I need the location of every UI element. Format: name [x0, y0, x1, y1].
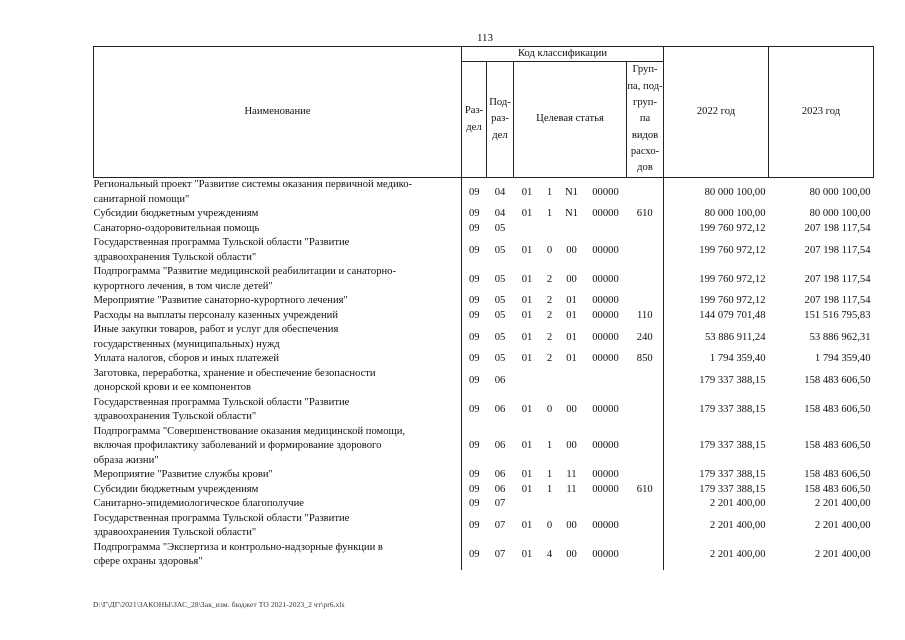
cell-target-event: 11 [566, 469, 577, 481]
cell-name [94, 468, 462, 483]
cell-name-line: здравоохранения Тульской области" [93, 251, 257, 263]
cell-target-subprogram: 0 [546, 244, 553, 256]
cell-target-program: 01 [521, 273, 533, 285]
cell-expense-group [627, 178, 664, 208]
cell-amount-2023: 151 516 795,83 [804, 309, 871, 321]
cell-podrazdel: 05 [494, 331, 506, 343]
cell-amount-2022: 1 794 359,40 [664, 352, 769, 367]
table-row [94, 425, 874, 469]
cell-name [94, 352, 462, 367]
cell-amount-2023: 80 000 100,00 [809, 186, 871, 198]
cell-razdel: 09 [462, 309, 487, 324]
cell-podrazdel: 04 [494, 208, 506, 220]
header-row-1 [94, 47, 874, 62]
cell-target-event: 00 [566, 404, 577, 415]
cell-name-line: Региональный проект "Развитие системы оказания первичной медико- [93, 179, 413, 190]
cell-name [94, 265, 462, 294]
cell-podrazdel: 05 [494, 222, 506, 234]
cell-target-event: 01 [566, 295, 577, 307]
cell-razdel: 09 [462, 396, 487, 425]
table-row [94, 512, 874, 541]
cell-target-event: 11 [566, 483, 577, 495]
cell-target-direction: 00000 [592, 208, 619, 220]
header-razdel [462, 62, 487, 178]
cell-expense-group [627, 222, 664, 237]
cell-name-line: донорской крови и ее компонентов [93, 382, 252, 393]
cell-target-program [514, 222, 541, 237]
table-row [94, 236, 874, 265]
cell-target-event: N1 [565, 186, 578, 198]
cell-target-subprogram: 1 [546, 208, 553, 220]
cell-target-event: 01 [566, 331, 577, 343]
cell-amount-2022: 53 886 911,24 [664, 323, 769, 352]
table-row [94, 178, 874, 208]
cell-target-subprogram: 2 [546, 273, 553, 285]
cell-razdel: 09 [462, 294, 487, 309]
cell-expense-group [627, 497, 664, 512]
cell-name [94, 222, 462, 237]
cell-podrazdel: 07 [494, 549, 506, 560]
cell-target-direction: 00000 [592, 186, 619, 198]
table-row [94, 367, 874, 396]
cell-target-direction: 00000 [592, 309, 619, 321]
table-row [94, 323, 874, 352]
cell-target-subprogram [541, 497, 559, 512]
cell-amount-2022: 80 000 100,00 [664, 207, 769, 222]
cell-target-subprogram: 4 [546, 549, 553, 560]
cell-target-program: 01 [521, 331, 533, 343]
table-row [94, 396, 874, 425]
cell-name [94, 497, 462, 512]
header-group [627, 62, 664, 178]
cell-target-program [514, 497, 541, 512]
cell-target-direction [585, 367, 627, 396]
cell-target-direction: 00000 [592, 549, 619, 560]
cell-expense-group [627, 396, 664, 425]
header-podrazdel-l1: Под- [489, 97, 511, 109]
cell-podrazdel: 06 [494, 440, 506, 452]
cell-amount-2023: 158 483 606,50 [804, 440, 871, 452]
cell-podrazdel: 07 [494, 498, 506, 510]
cell-name [94, 396, 462, 425]
cell-target-direction: 00000 [592, 404, 619, 415]
cell-name-line: Субсидии бюджетным учреждениям [93, 208, 259, 219]
cell-amount-2023: 1 794 359,40 [814, 353, 871, 365]
cell-name-line: Иные закупки товаров, работ и услуг для обеспечения [93, 324, 339, 335]
cell-target-subprogram: 1 [546, 186, 553, 198]
header-group-l5: видов [631, 129, 659, 141]
cell-target-direction: 00000 [592, 483, 619, 495]
cell-expense-group [627, 512, 664, 541]
cell-razdel: 09 [462, 425, 487, 469]
cell-expense-group: 610 [636, 483, 653, 495]
cell-name [94, 425, 462, 469]
cell-name [94, 207, 462, 222]
cell-expense-group: 240 [636, 331, 653, 343]
cell-target-program: 01 [521, 520, 533, 531]
cell-name-line: курортного лечения, в том числе детей" [93, 280, 273, 292]
cell-target-subprogram: 1 [546, 440, 553, 452]
cell-name [94, 367, 462, 396]
cell-target-direction: 00000 [592, 244, 619, 256]
cell-target-subprogram [541, 367, 559, 396]
cell-razdel: 09 [462, 367, 487, 396]
cell-podrazdel: 04 [494, 186, 506, 198]
cell-amount-2022: 179 337 388,15 [664, 367, 769, 396]
cell-expense-group: 610 [636, 208, 653, 220]
cell-podrazdel: 05 [494, 244, 506, 256]
table-row [94, 309, 874, 324]
cell-target-program: 01 [521, 208, 533, 220]
cell-target-direction: 00000 [592, 520, 619, 531]
cell-target-event: 00 [566, 244, 577, 256]
cell-target-event: 00 [566, 440, 577, 452]
cell-amount-2022: 144 079 701,48 [664, 309, 769, 324]
header-podrazdel [487, 62, 514, 178]
cell-target-program: 01 [521, 309, 533, 321]
cell-amount-2023: 207 198 117,54 [804, 244, 871, 256]
cell-target-event: 01 [566, 353, 577, 365]
cell-amount-2023: 2 201 400,00 [814, 549, 871, 560]
cell-target-event: 01 [566, 309, 577, 321]
cell-razdel: 09 [462, 483, 487, 498]
cell-razdel: 09 [462, 222, 487, 237]
cell-podrazdel: 07 [494, 520, 506, 531]
cell-target-program: 01 [521, 440, 533, 452]
cell-name-line: Подпрограмма "Совершенствование оказания медицинской помощи, [93, 425, 406, 437]
table-row [94, 483, 874, 498]
cell-amount-2023: 158 483 606,50 [804, 469, 871, 481]
header-razdel-l1: Раз- [464, 105, 484, 117]
page-number: 113 [476, 32, 494, 44]
header-podrazdel-l2: раз- [491, 113, 509, 125]
budget-table [93, 46, 874, 570]
cell-name-line: санитарной помощи" [93, 193, 190, 205]
cell-razdel: 09 [462, 497, 487, 512]
cell-target-direction: 00000 [592, 440, 619, 452]
header-group-l1: Груп- [632, 64, 658, 76]
cell-name [94, 178, 462, 208]
cell-target-event [559, 497, 585, 512]
cell-target-subprogram: 2 [546, 331, 553, 343]
cell-name [94, 236, 462, 265]
cell-expense-group [627, 294, 664, 309]
cell-target-subprogram: 1 [546, 483, 553, 495]
cell-target-subprogram: 0 [546, 520, 553, 531]
cell-expense-group [627, 265, 664, 294]
header-year-2023: 2023 год [769, 47, 874, 178]
cell-razdel: 09 [462, 178, 487, 208]
cell-target-event [559, 367, 585, 396]
header-year-2022: 2022 год [664, 47, 769, 178]
cell-name-line: Заготовка, переработка, хранение и обеспечение безопасности [93, 367, 376, 379]
cell-amount-2022: 2 201 400,00 [664, 512, 769, 541]
cell-razdel: 09 [462, 207, 487, 222]
header-group-l6: расхо- [630, 145, 660, 157]
cell-podrazdel: 05 [494, 309, 506, 321]
cell-target-event: 00 [566, 549, 577, 560]
cell-name [94, 294, 462, 309]
cell-target-direction: 00000 [592, 295, 619, 307]
table-row [94, 222, 874, 237]
cell-target-program: 01 [521, 244, 533, 256]
cell-expense-group: 850 [636, 353, 653, 365]
cell-expense-group [627, 425, 664, 469]
header-name: Наименование [94, 47, 462, 178]
cell-target-subprogram: 2 [546, 353, 553, 365]
cell-target-subprogram: 2 [546, 295, 553, 307]
cell-target-direction: 00000 [592, 469, 619, 481]
cell-razdel: 09 [462, 265, 487, 294]
cell-name-line: Мероприятие "Развитие службы крови" [93, 469, 273, 480]
cell-amount-2022: 2 201 400,00 [664, 541, 769, 570]
cell-podrazdel: 05 [494, 273, 506, 285]
cell-target-direction: 00000 [592, 273, 619, 285]
cell-expense-group: 110 [637, 309, 653, 321]
cell-name-line: Расходы на выплаты персоналу казенных учреждений [93, 309, 338, 321]
table-row [94, 207, 874, 222]
cell-razdel: 09 [462, 352, 487, 367]
cell-target-subprogram [541, 222, 559, 237]
cell-target-event: 00 [566, 520, 577, 531]
cell-name [94, 512, 462, 541]
cell-target-direction [585, 497, 627, 512]
header-code: Код классификации [462, 47, 664, 62]
cell-amount-2023: 2 201 400,00 [814, 498, 871, 510]
cell-expense-group [627, 541, 664, 570]
cell-name-line: Санаторно-оздоровительная помощь [93, 222, 260, 234]
cell-amount-2023: 2 201 400,00 [814, 520, 871, 531]
cell-name-line: образа жизни" [93, 454, 159, 466]
table-row [94, 294, 874, 309]
header-group-l3: груп- [633, 97, 657, 109]
cell-podrazdel: 06 [494, 469, 506, 481]
cell-name-line: здравоохранения Тульской области" [93, 527, 257, 538]
header-group-l4: па [639, 113, 651, 125]
cell-name-line: Государственная программа Тульской области "Развитие [93, 396, 350, 408]
table-row [94, 265, 874, 294]
cell-amount-2022: 199 760 972,12 [664, 265, 769, 294]
cell-razdel: 09 [462, 541, 487, 570]
cell-target-event: N1 [565, 208, 578, 220]
cell-target-program: 01 [521, 469, 533, 481]
cell-amount-2022: 80 000 100,00 [664, 178, 769, 208]
cell-amount-2023: 158 483 606,50 [804, 483, 871, 495]
cell-razdel: 09 [462, 468, 487, 483]
cell-name-line: Мероприятие "Развитие санаторно-курортного лечения" [93, 295, 348, 306]
cell-amount-2022: 199 760 972,12 [664, 236, 769, 265]
cell-target-subprogram: 2 [546, 309, 553, 321]
cell-razdel: 09 [462, 236, 487, 265]
cell-podrazdel: 06 [494, 375, 506, 386]
cell-amount-2023: 158 483 606,50 [804, 375, 871, 386]
cell-target-program [514, 367, 541, 396]
cell-name-line: Уплата налогов, сборов и иных платежей [93, 353, 280, 364]
cell-amount-2022: 179 337 388,15 [664, 483, 769, 498]
cell-amount-2023: 207 198 117,54 [804, 295, 871, 307]
cell-razdel: 09 [462, 512, 487, 541]
table-row [94, 352, 874, 367]
cell-target-program: 01 [521, 404, 533, 415]
cell-name-line: здравоохранения Тульской области" [93, 411, 257, 422]
cell-amount-2023: 207 198 117,54 [804, 273, 871, 285]
table-row [94, 497, 874, 512]
cell-amount-2022: 2 201 400,00 [664, 497, 769, 512]
table-row [94, 541, 874, 570]
cell-name-line: государственных (муниципальных) нужд [93, 338, 280, 350]
cell-podrazdel: 05 [494, 353, 506, 365]
cell-name-line: Санитарно-эпидемиологическое благополучие [93, 498, 304, 509]
cell-name-line: Государственная программа Тульской области "Развитие [93, 512, 350, 524]
cell-podrazdel: 05 [494, 295, 506, 307]
cell-amount-2022: 199 760 972,12 [664, 294, 769, 309]
cell-target-program: 01 [521, 549, 533, 560]
cell-name-line: Подпрограмма "Экспертиза и контрольно-надзорные функции в [93, 541, 383, 553]
table-row [94, 468, 874, 483]
cell-name-line: включая профилактику заболеваний и формирование здорового [93, 440, 382, 451]
cell-target-direction: 00000 [592, 353, 619, 365]
header-group-l7: дов [637, 162, 653, 174]
cell-target-event [559, 222, 585, 237]
cell-target-direction [585, 222, 627, 237]
cell-expense-group [627, 468, 664, 483]
cell-target-program: 01 [521, 483, 533, 495]
cell-name-line: Государственная программа Тульской области "Развитие [93, 237, 350, 248]
cell-amount-2022: 179 337 388,15 [664, 396, 769, 425]
cell-target-subprogram: 1 [546, 469, 553, 481]
file-path-footer: D:\Г\ДГ\2021\ЗАКОНЫ\ЗАС_28\Зак_изм. бюджет ТО 2021-2023_2 чт\pr6.xls [93, 600, 345, 609]
cell-name [94, 541, 462, 570]
cell-target-direction: 00000 [592, 331, 619, 343]
cell-expense-group [627, 236, 664, 265]
cell-amount-2022: 179 337 388,15 [664, 425, 769, 469]
cell-podrazdel: 06 [494, 483, 506, 495]
header-target: Целевая статья [514, 62, 627, 178]
header-razdel-l2: дел [466, 121, 482, 133]
cell-target-event: 00 [566, 273, 577, 285]
cell-name-line: Подпрограмма "Развитие медицинской реабилитации и санаторно- [93, 266, 396, 277]
cell-razdel: 09 [462, 323, 487, 352]
cell-name [94, 309, 462, 324]
cell-name-line: Субсидии бюджетным учреждениям [93, 483, 259, 495]
cell-amount-2023: 207 198 117,54 [804, 222, 871, 234]
header-podrazdel-l3: дел [492, 129, 508, 141]
cell-target-program: 01 [521, 186, 533, 198]
cell-amount-2023: 158 483 606,50 [804, 404, 871, 415]
header-group-l2: па, под- [627, 80, 663, 92]
cell-podrazdel: 06 [494, 404, 506, 415]
cell-expense-group [627, 367, 664, 396]
cell-target-subprogram: 0 [546, 404, 553, 415]
cell-amount-2022: 199 760 972,12 [664, 222, 769, 237]
cell-name [94, 323, 462, 352]
cell-target-program: 01 [521, 295, 533, 307]
cell-name [94, 483, 462, 498]
cell-target-program: 01 [521, 353, 533, 365]
cell-name-line: сфере охраны здоровья" [93, 556, 203, 567]
cell-amount-2023: 53 886 962,31 [809, 331, 871, 343]
cell-amount-2023: 80 000 100,00 [809, 208, 871, 220]
cell-amount-2022: 179 337 388,15 [664, 468, 769, 483]
